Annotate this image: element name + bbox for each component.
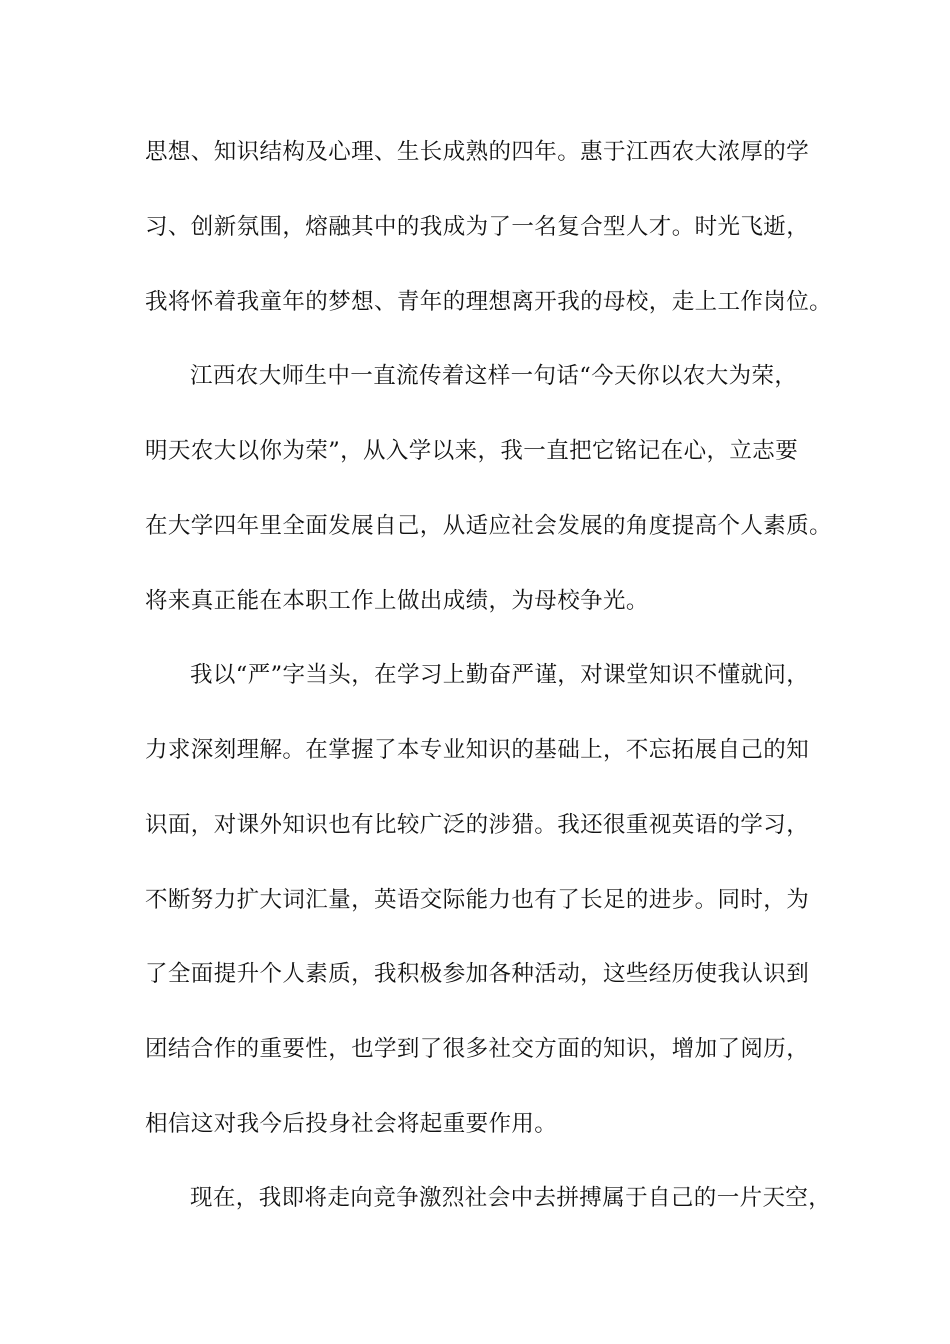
text-line: 明天农大以你为荣”，从入学以来，我一直把它铭记在心，立志要 [145,438,799,464]
text-line: 了全面提升个人素质，我积极参加各种活动，这些经历使我认识到 [145,961,810,987]
text-line: 团结合作的重要性，也学到了很多社交方面的知识，增加了阅历， [145,1036,810,1062]
paragraph-first-line: 江西农大师生中一直流传着这样一句话“今天你以农大为荣， [190,363,798,389]
paragraph-first-line: 我以“严”字当头，在学习上勤奋严谨，对课堂知识不懂就问， [190,662,810,688]
text-line: 思想、知识结构及心理、生长成熟的四年。惠于江西农大浓厚的学 [145,139,810,165]
text-line: 不断努力扩大词汇量，英语交际能力也有了长足的进步。同时，为 [145,887,810,913]
text-line: 力求深刻理解。在掌握了本专业知识的基础上，不忘拓展自己的知 [145,737,810,763]
text-line: 相信这对我今后投身社会将起重要作用。 [145,1111,558,1137]
text-line: 习、创新氛围，熔融其中的我成为了一名复合型人才。时光飞逝， [145,214,810,240]
text-line: 我将怀着我童年的梦想、青年的理想离开我的母校，走上工作岗位。 [145,289,833,315]
text-line: 在大学四年里全面发展自己，从适应社会发展的角度提高个人素质。 [145,513,833,539]
text-line: 将来真正能在本职工作上做出成绩，为母校争光。 [145,588,649,614]
text-line: 识面，对课外知识也有比较广泛的涉猎。我还很重视英语的学习， [145,812,810,838]
paragraph-first-line: 现在，我即将走向竞争激烈社会中去拼搏属于自己的一片天空， [190,1185,832,1211]
